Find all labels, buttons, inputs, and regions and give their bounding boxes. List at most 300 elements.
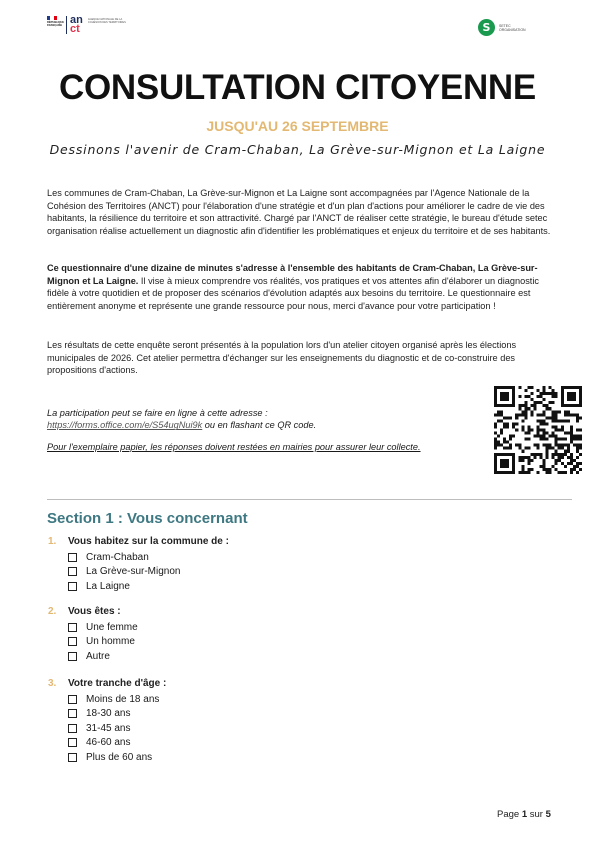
qr-module xyxy=(494,453,497,456)
qr-module xyxy=(564,432,567,435)
qr-module xyxy=(561,471,564,474)
qr-module xyxy=(494,398,497,401)
qr-module xyxy=(536,395,539,398)
qr-module xyxy=(521,428,524,431)
option-label: 18-30 ans xyxy=(86,708,131,720)
qr-module xyxy=(555,468,558,471)
qr-module xyxy=(543,392,546,395)
qr-module xyxy=(503,425,506,428)
qr-module xyxy=(555,450,558,453)
qr-module xyxy=(524,395,527,398)
qr-module xyxy=(576,428,579,431)
qr-module xyxy=(512,471,515,474)
section-divider xyxy=(47,499,572,500)
qr-module xyxy=(530,398,533,401)
qr-module xyxy=(527,432,530,435)
qr-module xyxy=(524,404,527,407)
qr-module xyxy=(506,471,509,474)
checkbox[interactable] xyxy=(68,753,77,762)
section-title: Section 1 : Vous concernant xyxy=(47,510,248,527)
qr-module xyxy=(561,389,564,392)
qr-module xyxy=(497,404,500,407)
qr-module xyxy=(524,447,527,450)
qr-module xyxy=(546,453,549,456)
qr-module xyxy=(518,471,521,474)
qr-module xyxy=(564,450,567,453)
qr-module xyxy=(530,410,533,413)
qr-module xyxy=(570,404,573,407)
qr-module xyxy=(506,425,509,428)
checkbox[interactable] xyxy=(68,652,77,661)
qr-module xyxy=(567,395,570,398)
qr-module xyxy=(509,438,512,441)
qr-module xyxy=(506,465,509,468)
qr-module xyxy=(512,404,515,407)
qr-module xyxy=(576,438,579,441)
option-item[interactable] xyxy=(68,736,166,751)
paper-copy-note: Pour l'exemplaire papier, les réponses doivent restées en mairies pour assurer leur collecte. xyxy=(47,442,421,452)
qr-module xyxy=(533,407,536,410)
qr-module xyxy=(503,471,506,474)
qr-module xyxy=(540,419,543,422)
qr-module xyxy=(543,438,546,441)
qr-module xyxy=(558,438,561,441)
qr-module xyxy=(564,453,567,456)
qr-module xyxy=(543,465,546,468)
qr-module xyxy=(524,438,527,441)
qr-module xyxy=(579,428,582,431)
participation-qr-text: ou en flashant ce QR code. xyxy=(202,420,317,431)
qr-module xyxy=(527,395,530,398)
qr-module xyxy=(570,386,573,389)
rf-logo-text: RÉPUBLIQUE FRANÇAISE xyxy=(47,21,65,28)
qr-module xyxy=(503,422,506,425)
qr-module xyxy=(521,404,524,407)
qr-module xyxy=(527,438,530,441)
option-item[interactable] xyxy=(68,707,166,722)
qr-module xyxy=(494,438,497,441)
option-item[interactable] xyxy=(68,635,138,650)
qr-module xyxy=(561,419,564,422)
setec-logo-text-line2: ORGANISATION xyxy=(499,27,526,32)
qr-module xyxy=(500,386,503,389)
qr-module xyxy=(494,401,497,404)
qr-module xyxy=(552,389,555,392)
qr-module xyxy=(555,413,558,416)
qr-module xyxy=(570,435,573,438)
question-3 xyxy=(48,678,166,765)
qr-module xyxy=(561,392,564,395)
qr-module xyxy=(518,404,521,407)
qr-module xyxy=(521,456,524,459)
qr-module xyxy=(512,459,515,462)
qr-module xyxy=(543,389,546,392)
qr-module xyxy=(543,444,546,447)
qr-module xyxy=(503,404,506,407)
qr-module xyxy=(573,468,576,471)
qr-module xyxy=(579,447,582,450)
checkbox[interactable] xyxy=(68,582,77,591)
qr-module xyxy=(558,419,561,422)
survey-link[interactable]: https://forms.office.com/e/S54ugNui9k xyxy=(47,420,203,431)
qr-module xyxy=(503,386,506,389)
qr-module xyxy=(494,422,497,425)
qr-module xyxy=(567,398,570,401)
intro-paragraph-2-text: Il vise à mieux comprendre vos réalités, vos pratiques et vos attentes afin d'élaborer un diagnostic fidèle à votre quotidien et de proposer des scénarios d'évolution adaptés aux besoins du territoire. Le questionnaire est entièrement anonyme et représente une grande ressource pour nous, merci d'avance pour votre participation ! xyxy=(47,275,539,311)
option-item[interactable] xyxy=(68,750,166,765)
qr-module xyxy=(555,438,558,441)
qr-module xyxy=(506,422,509,425)
qr-module xyxy=(564,419,567,422)
qr-module xyxy=(536,453,539,456)
qr-module xyxy=(500,444,503,447)
footer-middle: sur xyxy=(527,809,546,820)
qr-module xyxy=(579,395,582,398)
qr-module xyxy=(530,392,533,395)
qr-module xyxy=(552,456,555,459)
qr-module xyxy=(503,398,506,401)
qr-module xyxy=(570,425,573,428)
qr-module xyxy=(509,386,512,389)
qr-module xyxy=(576,413,579,416)
qr-module xyxy=(573,398,576,401)
qr-module xyxy=(509,435,512,438)
qr-module xyxy=(552,447,555,450)
qr-module xyxy=(573,435,576,438)
qr-module xyxy=(546,416,549,419)
qr-module xyxy=(503,453,506,456)
qr-module xyxy=(576,416,579,419)
qr-module xyxy=(494,389,497,392)
qr-module xyxy=(530,453,533,456)
qr-module xyxy=(570,413,573,416)
qr-module xyxy=(512,398,515,401)
qr-module xyxy=(567,432,570,435)
qr-module xyxy=(503,395,506,398)
qr-module xyxy=(549,444,552,447)
qr-module xyxy=(564,404,567,407)
qr-module xyxy=(564,410,567,413)
question-number: 1. xyxy=(48,536,57,547)
checkbox[interactable] xyxy=(68,623,77,632)
qr-module xyxy=(561,428,564,431)
qr-module xyxy=(555,395,558,398)
qr-module xyxy=(540,401,543,404)
qr-module xyxy=(506,462,509,465)
qr-module xyxy=(579,386,582,389)
qr-module xyxy=(494,386,497,389)
qr-module xyxy=(503,441,506,444)
qr-module xyxy=(509,447,512,450)
qr-module xyxy=(543,428,546,431)
qr-module xyxy=(509,453,512,456)
qr-module xyxy=(518,386,521,389)
qr-module xyxy=(579,453,582,456)
qr-module xyxy=(543,422,546,425)
option-item[interactable] xyxy=(68,692,166,707)
option-item[interactable] xyxy=(68,649,138,664)
qr-module xyxy=(555,410,558,413)
qr-module xyxy=(558,410,561,413)
qr-module xyxy=(536,389,539,392)
qr-module xyxy=(549,401,552,404)
checkbox[interactable] xyxy=(68,724,77,733)
option-item[interactable] xyxy=(68,579,229,594)
qr-module xyxy=(540,422,543,425)
qr-module xyxy=(549,416,552,419)
qr-module xyxy=(527,407,530,410)
qr-module xyxy=(515,413,518,416)
qr-module xyxy=(512,386,515,389)
qr-module xyxy=(533,453,536,456)
participation-info xyxy=(47,407,447,432)
qr-module xyxy=(543,462,546,465)
qr-module xyxy=(543,432,546,435)
qr-module xyxy=(512,389,515,392)
qr-module xyxy=(543,398,546,401)
qr-module xyxy=(509,404,512,407)
qr-module xyxy=(518,459,521,462)
qr-module xyxy=(530,428,533,431)
qr-module xyxy=(494,413,497,416)
qr-module xyxy=(564,471,567,474)
qr-module xyxy=(558,471,561,474)
qr-module xyxy=(500,395,503,398)
qr-module xyxy=(518,444,521,447)
anct-logo-line2: ct xyxy=(70,23,80,35)
qr-module xyxy=(521,465,524,468)
qr-module xyxy=(549,386,552,389)
qr-module xyxy=(494,444,497,447)
qr-module xyxy=(540,465,543,468)
option-label: Un homme xyxy=(86,636,135,648)
qr-module xyxy=(512,425,515,428)
qr-module xyxy=(579,392,582,395)
option-item[interactable] xyxy=(68,620,138,635)
qr-module xyxy=(555,425,558,428)
checkbox[interactable] xyxy=(68,738,77,747)
qr-module xyxy=(549,392,552,395)
checkbox[interactable] xyxy=(68,637,77,646)
qr-module xyxy=(567,462,570,465)
qr-module xyxy=(540,438,543,441)
footer-prefix: Page xyxy=(497,809,522,820)
qr-module xyxy=(570,392,573,395)
anct-logo-line1: an xyxy=(70,14,83,26)
qr-module xyxy=(494,392,497,395)
qr-module xyxy=(552,395,555,398)
anct-logo xyxy=(66,16,83,34)
qr-module xyxy=(549,468,552,471)
qr-module xyxy=(555,462,558,465)
qr-module xyxy=(576,456,579,459)
qr-module xyxy=(503,459,506,462)
qr-module xyxy=(573,395,576,398)
qr-module xyxy=(546,456,549,459)
qr-module xyxy=(521,459,524,462)
intro-paragraph-2-bold: Ce questionnaire d'une dizaine de minutes s'adresse à l'ensemble des habitants de Cram-Chaban, La Grève-sur-Mignon et La Laigne. xyxy=(47,263,538,286)
qr-module xyxy=(570,453,573,456)
qr-module xyxy=(497,444,500,447)
qr-module xyxy=(579,462,582,465)
qr-module xyxy=(564,438,567,441)
qr-module xyxy=(536,419,539,422)
qr-module xyxy=(506,441,509,444)
qr-module xyxy=(567,447,570,450)
qr-module xyxy=(503,392,506,395)
qr-module xyxy=(561,398,564,401)
qr-module xyxy=(512,422,515,425)
qr-module xyxy=(536,444,539,447)
option-label: Une femme xyxy=(86,621,138,633)
qr-module xyxy=(573,438,576,441)
qr-module xyxy=(530,459,533,462)
qr-module xyxy=(521,471,524,474)
qr-module xyxy=(543,410,546,413)
qr-module xyxy=(500,410,503,413)
qr-module xyxy=(573,444,576,447)
qr-module xyxy=(503,447,506,450)
qr-module xyxy=(494,425,497,428)
qr-module xyxy=(549,447,552,450)
qr-module xyxy=(573,386,576,389)
qr-module xyxy=(561,456,564,459)
qr-module xyxy=(579,401,582,404)
qr-module xyxy=(500,419,503,422)
option-label: Autre xyxy=(86,650,110,662)
qr-module xyxy=(500,432,503,435)
qr-module xyxy=(494,395,497,398)
qr-module xyxy=(567,404,570,407)
qr-module xyxy=(579,435,582,438)
option-item[interactable] xyxy=(68,721,166,736)
qr-module xyxy=(524,416,527,419)
qr-module xyxy=(567,410,570,413)
qr-module xyxy=(509,416,512,419)
qr-code[interactable] xyxy=(494,386,582,474)
qr-module xyxy=(494,468,497,471)
option-label: 31-45 ans xyxy=(86,722,131,734)
qr-module xyxy=(500,404,503,407)
qr-module xyxy=(536,432,539,435)
option-item[interactable] xyxy=(68,565,229,580)
qr-module xyxy=(524,471,527,474)
qr-module xyxy=(503,416,506,419)
page-total: 5 xyxy=(545,809,551,820)
qr-module xyxy=(512,456,515,459)
qr-module xyxy=(552,419,555,422)
qr-module xyxy=(540,392,543,395)
qr-module xyxy=(503,465,506,468)
qr-module xyxy=(561,401,564,404)
qr-module xyxy=(579,438,582,441)
qr-module xyxy=(576,419,579,422)
qr-module xyxy=(546,422,549,425)
qr-module xyxy=(518,456,521,459)
qr-module xyxy=(546,450,549,453)
qr-module xyxy=(570,471,573,474)
qr-module xyxy=(579,416,582,419)
qr-module xyxy=(564,465,567,468)
qr-module xyxy=(552,410,555,413)
qr-module xyxy=(506,416,509,419)
qr-module xyxy=(552,435,555,438)
qr-module xyxy=(543,468,546,471)
qr-module xyxy=(500,465,503,468)
qr-module xyxy=(494,471,497,474)
qr-module xyxy=(512,465,515,468)
qr-module xyxy=(506,392,509,395)
qr-module xyxy=(543,413,546,416)
qr-module xyxy=(576,465,579,468)
qr-module xyxy=(494,456,497,459)
qr-module xyxy=(576,450,579,453)
qr-module xyxy=(497,413,500,416)
qr-module xyxy=(561,447,564,450)
qr-module xyxy=(552,416,555,419)
qr-module xyxy=(573,465,576,468)
qr-module xyxy=(543,459,546,462)
qr-module xyxy=(494,465,497,468)
qr-module xyxy=(570,441,573,444)
qr-module xyxy=(555,428,558,431)
qr-module xyxy=(576,386,579,389)
checkbox[interactable] xyxy=(68,709,77,718)
qr-module xyxy=(500,413,503,416)
checkbox[interactable] xyxy=(68,695,77,704)
qr-module xyxy=(549,407,552,410)
qr-module xyxy=(497,471,500,474)
qr-module xyxy=(512,468,515,471)
qr-module xyxy=(564,386,567,389)
option-label: Moins de 18 ans xyxy=(86,693,160,705)
qr-module xyxy=(555,444,558,447)
qr-module xyxy=(515,422,518,425)
question-number: 2. xyxy=(48,606,57,617)
option-label: La Grève-sur-Mignon xyxy=(86,566,181,578)
qr-module xyxy=(561,444,564,447)
qr-module xyxy=(506,386,509,389)
qr-module xyxy=(521,450,524,453)
checkbox[interactable] xyxy=(68,567,77,576)
checkbox[interactable] xyxy=(68,553,77,562)
qr-module xyxy=(546,444,549,447)
qr-module xyxy=(515,428,518,431)
option-item[interactable] xyxy=(68,550,229,565)
qr-module xyxy=(546,404,549,407)
qr-module xyxy=(552,425,555,428)
qr-module xyxy=(506,447,509,450)
qr-module xyxy=(500,462,503,465)
qr-module xyxy=(512,435,515,438)
setec-logo xyxy=(478,19,526,36)
qr-module xyxy=(579,468,582,471)
qr-module xyxy=(500,453,503,456)
qr-module xyxy=(558,447,561,450)
qr-module xyxy=(506,453,509,456)
republique-francaise-logo xyxy=(47,16,65,28)
qr-module xyxy=(494,447,497,450)
anct-logo-text: AGENCE NATIONALE DE LA COHÉSION DES TERRITOIRES xyxy=(87,18,126,25)
qr-module xyxy=(509,471,512,474)
qr-module xyxy=(567,392,570,395)
qr-module xyxy=(524,389,527,392)
qr-module xyxy=(573,459,576,462)
qr-module xyxy=(527,462,530,465)
qr-module xyxy=(543,419,546,422)
qr-module xyxy=(533,456,536,459)
question-1 xyxy=(48,536,229,594)
